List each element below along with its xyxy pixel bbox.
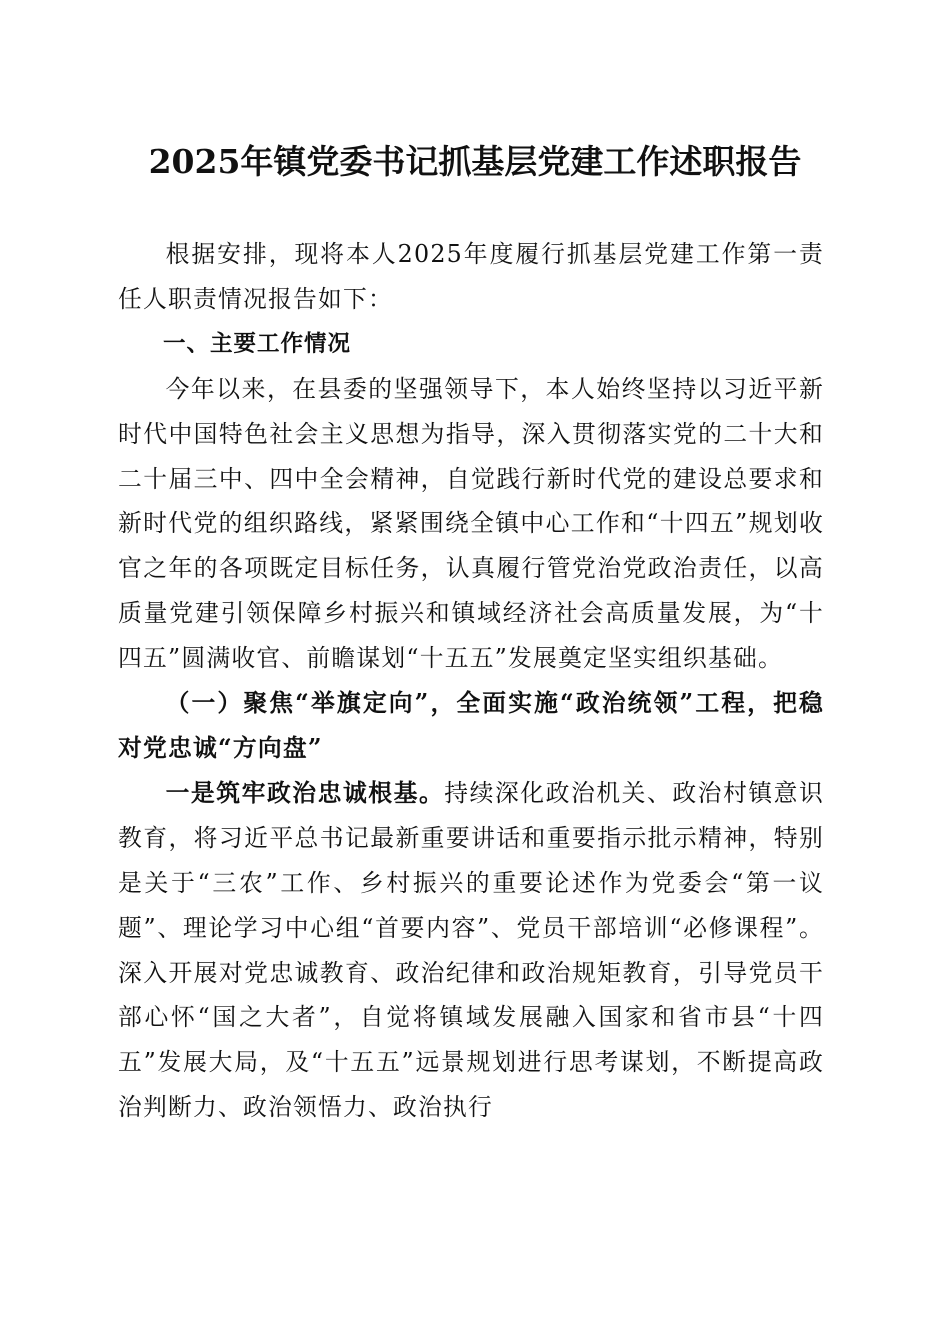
subsection-heading: （一）聚焦“举旗定向”，全面实施“政治统领”工程，把稳对党忠诚“方向盘” — [118, 689, 824, 762]
section-heading: 一、主要工作情况 — [163, 330, 352, 357]
document-body — [118, 232, 824, 1130]
point-text: 持续深化政治机关、政治村镇意识教育，将习近平总书记最新重要讲话和重要指示批示精神，特别是关于“三农”工作、乡村振兴的重要论述作为党委会“第一议题”、理论学习中心组“首要内容”、党员干部培训“必修课程”。深入开展对党忠诚教育、政治纪律和政治规矩教育，引导党员干部心怀“国之大者”，自觉将镇域发展融入国家和省市县“十四五”发展大局，及“十五五”远景规划进行思考谋划，不断提高政治判断力、政治领悟力、政治执行 — [118, 778, 825, 1122]
intro-paragraph: 根据安排，现将本人2025年度履行抓基层党建工作第一责任人职责情况报告如下： — [118, 240, 824, 313]
document-title: 2025年镇党委书记抓基层党建工作述职报告 — [148, 142, 802, 181]
point-paragraph — [118, 771, 824, 1130]
point-lead: 一是筑牢政治忠诚根基。 — [165, 778, 445, 807]
section-paragraph: 今年以来，在县委的坚强领导下，本人始终坚持以习近平新时代中国特色社会主义思想为指导，深入贯彻落实党的二十大和二十届三中、四中全会精神，自觉践行新时代党的建设总要求和新时代党的组织路线，紧紧围绕全镇中心工作和“十四五”规划收官之年的各项既定目标任务，认真履行管党治党政治责任，以高质量党建引领保障乡村振兴和镇域经济社会高质量发展，为“十四五”圆满收官、前瞻谋划“十五五”发展奠定坚实组织基础。 — [118, 374, 824, 673]
